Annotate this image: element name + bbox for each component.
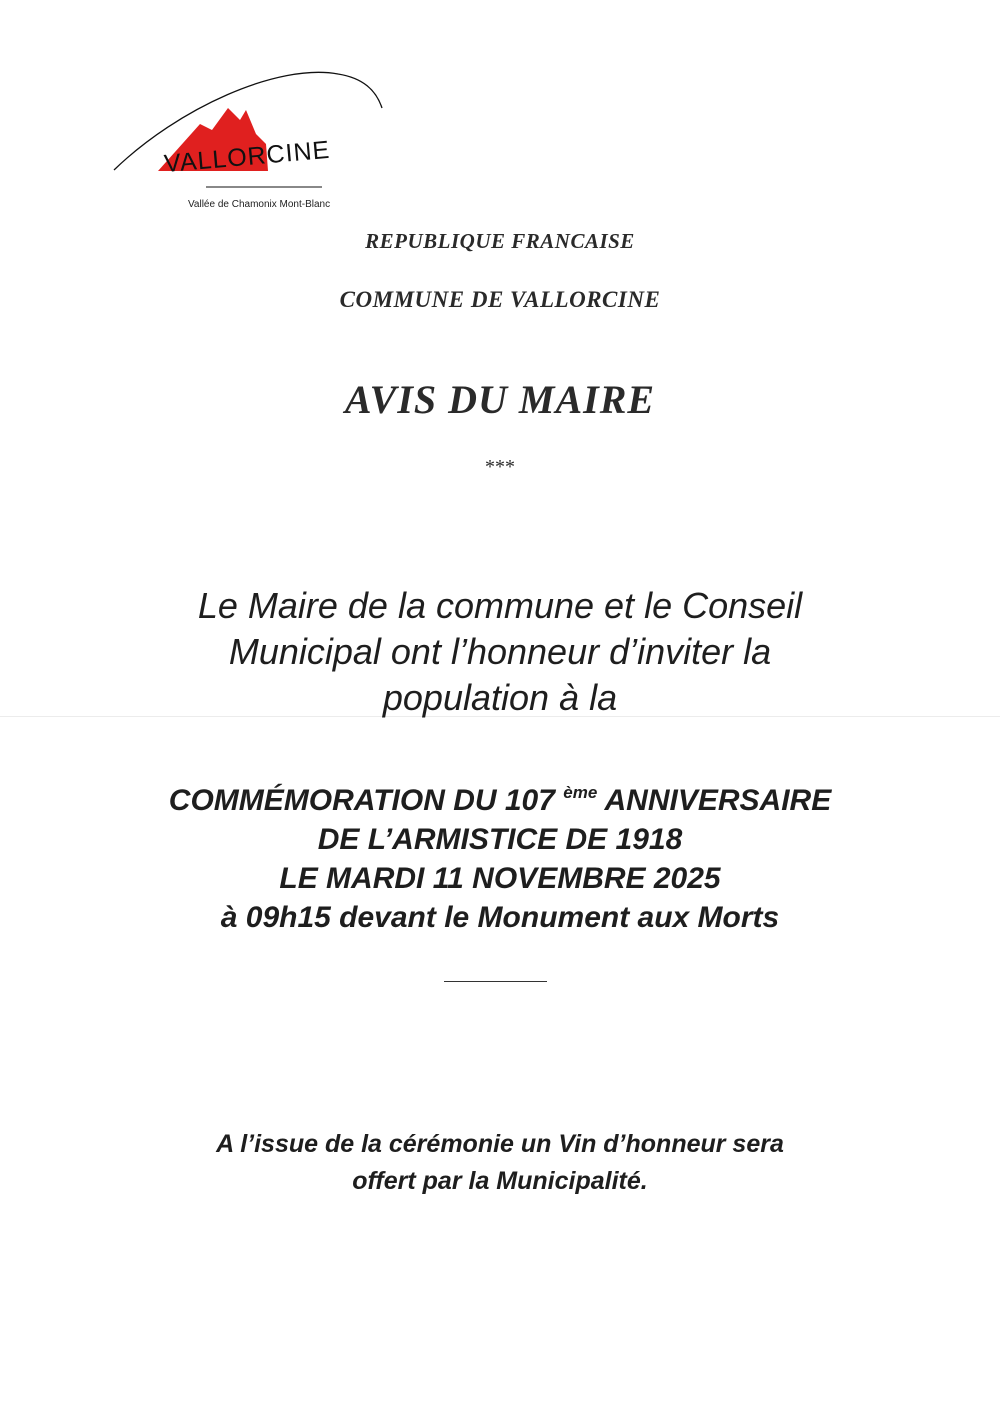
republique-heading: REPUBLIQUE FRANCAISE [365, 229, 635, 253]
event-title-line [60, 781, 940, 820]
event-date-line: LE MARDI 11 NOVEMBRE 2025 [279, 862, 721, 895]
stars-separator: *** [485, 456, 515, 478]
event-block [60, 781, 940, 937]
invitation-line: Municipal ont l’honneur d’inviter la [228, 631, 772, 672]
event-subtitle-line: DE L’ARMISTICE DE 1918 [317, 823, 683, 856]
ordinal-suffix: ème [563, 783, 598, 802]
invitation-line: population à la [382, 677, 618, 718]
logo-wordmark: VALLORCINE [162, 135, 332, 179]
closing-line: offert par la Municipalité. [352, 1167, 648, 1195]
mountain-logo-icon [108, 68, 398, 218]
event-title-start: COMMÉMORATION DU 107 [168, 784, 564, 817]
event-title-end: ANNIVERSAIRE [597, 784, 832, 817]
invitation-paragraph [100, 583, 900, 721]
closing-paragraph [100, 1126, 900, 1200]
closing-line: A l’issue de la cérémonie un Vin d’honneur sera [216, 1130, 784, 1158]
logo-tagline: Vallée de Chamonix Mont-Blanc [188, 199, 331, 210]
invitation-line: Le Maire de la commune et le Conseil [197, 585, 803, 626]
event-time-location-line: à 09h15 devant le Monument aux Morts [220, 901, 780, 934]
horizontal-separator [444, 981, 547, 982]
page-title: AVIS DU MAIRE [344, 377, 656, 422]
vallorcine-logo [108, 68, 398, 218]
commune-heading: COMMUNE DE VALLORCINE [339, 287, 661, 312]
